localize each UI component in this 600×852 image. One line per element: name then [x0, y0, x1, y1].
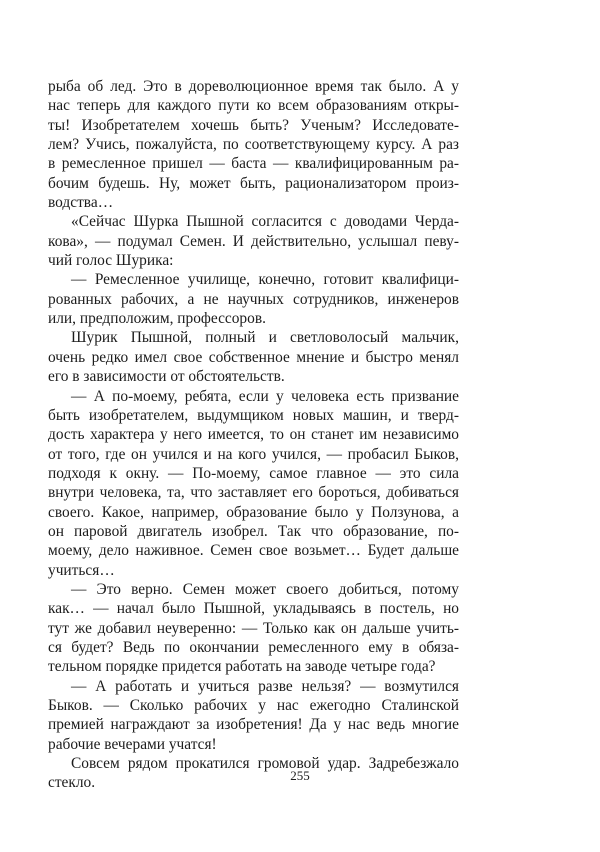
- text-line: — А по-моему, ребята, если у человека есть призвание: [71, 387, 459, 405]
- text-line: моему, дело наживное. Семен свое возьмет… Будет дальше: [48, 542, 459, 560]
- text-line: премией награждают за изобретения! Да у нас ведь многие: [48, 716, 459, 734]
- text-line: учиться…: [48, 561, 115, 579]
- paragraph: [48, 580, 459, 677]
- text-line: от того, где он учился и на кого учился, — пробасил Быков,: [48, 445, 459, 463]
- text-line: дость характера у него имеется, то он станет им независимо: [48, 426, 459, 444]
- text-line: или, предположим, профессоров.: [48, 310, 266, 328]
- text-line: чий голос Шурика:: [48, 252, 174, 270]
- paragraph: [48, 677, 459, 754]
- paragraph: [48, 270, 459, 328]
- text-line: он паровой двигатель изобрел. Так что образование, по-: [48, 522, 459, 540]
- text-line: ты! Изобретателем хочешь быть? Ученым? Исследовате-: [48, 116, 459, 134]
- text-line: тут же добавил неуверенно: — Только как он дальше учить-: [48, 619, 459, 637]
- text-line: тельном порядке придется работать на заводе четыре года?: [48, 658, 436, 676]
- text-line: быть изобретателем, выдумщиком новых машин, и тверд-: [48, 406, 459, 424]
- text-line: нас теперь для каждого пути ко всем образованиям откры-: [48, 97, 459, 115]
- text-line: «Сейчас Шурка Пышной согласится с доводами Черда-: [71, 213, 459, 231]
- text-line: водства…: [48, 194, 114, 212]
- text-line: внутри человека, та, что заставляет его бороться, добиваться: [48, 484, 459, 502]
- text-line: — Ремесленное училище, конечно, готовит квалифици-: [71, 271, 459, 289]
- paragraph: [48, 328, 459, 386]
- text-line: — Это верно. Семен может своего добиться, потому: [71, 580, 459, 598]
- text-line: ся будет? Ведь по окончании ремесленного ему в обяза-: [48, 638, 459, 656]
- page-body: [48, 77, 459, 793]
- text-line: стекло.: [48, 774, 96, 792]
- text-line: рыба об лед. Это в дореволюционное время так было. А у: [48, 78, 459, 95]
- text-line: — А работать и учиться разве нельзя? — возмутился: [71, 677, 459, 695]
- text-line: рабочие вечерами учатся!: [48, 735, 217, 753]
- text-line: подходя к окну. — По-моему, самое главное — это сила: [48, 464, 459, 482]
- text-line: в ремесленное пришел — баста — квалифицированным ра-: [48, 155, 459, 173]
- text-line: его в зависимости от обстоятельств.: [48, 368, 285, 386]
- text-line: кова», — подумал Семен. И действительно, услышал певу-: [48, 232, 459, 250]
- text-line: бочим будешь. Ну, может быть, рационализатором произ-: [48, 174, 459, 192]
- text-line: Совсем рядом прокатился громовой удар. Задребезжало: [71, 755, 459, 773]
- text-line: как… — начал было Пышной, укладываясь в постель, но: [48, 600, 459, 618]
- text-line: Быков. — Сколько рабочих у нас ежегодно Сталинской: [48, 697, 459, 714]
- text-line: рованных рабочих, а не научных сотрудников, инженеров: [48, 290, 459, 308]
- page-number: 255: [290, 768, 310, 783]
- paragraph: [48, 387, 459, 580]
- text-line: лем? Учись, пожалуйста, по соответствующему курсу. А раз: [48, 136, 459, 154]
- text-line: Шурик Пышной, полный и светловолосый мальчик,: [71, 329, 459, 347]
- text-line: своего. Какое, например, образование было у Ползунова, а: [48, 503, 459, 521]
- paragraph: [48, 212, 459, 270]
- text-line: очень редко имел свое собственное мнение и быстро менял: [48, 348, 459, 366]
- paragraph: [48, 77, 459, 212]
